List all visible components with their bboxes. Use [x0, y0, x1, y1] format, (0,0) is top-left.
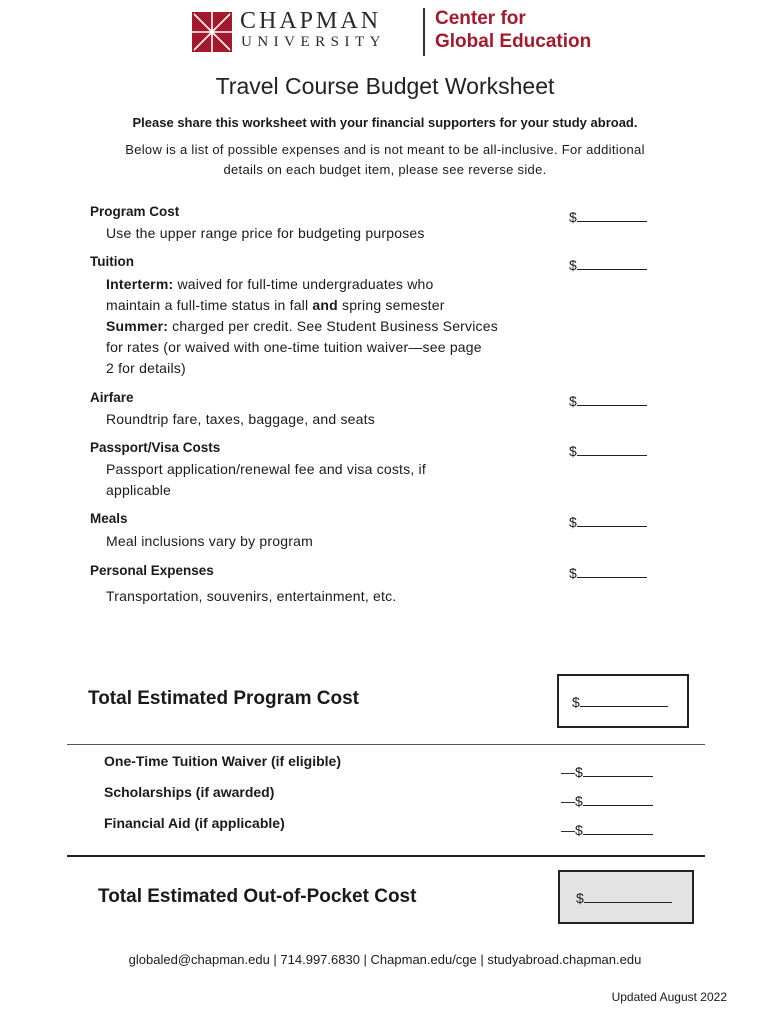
tuition-interterm-line-1 [106, 274, 566, 295]
tuition-waiver-label: One-Time Tuition Waiver (if eligible) [104, 753, 341, 769]
blank-line [583, 764, 653, 777]
blank-line [584, 890, 672, 903]
interterm-text-2b: spring semester [337, 297, 445, 313]
minus-dollar: —$ [561, 793, 583, 809]
meals-desc: Meal inclusions vary by program [106, 533, 313, 549]
currency-symbol: $ [569, 209, 577, 225]
currency-symbol: $ [569, 393, 577, 409]
passport-desc-2: applicable [106, 482, 172, 498]
currency-symbol: $ [572, 694, 580, 710]
currency-symbol: $ [576, 890, 584, 906]
blank-line [577, 257, 647, 270]
interterm-label: Interterm: [106, 276, 174, 292]
passport-title: Passport/Visa Costs [90, 440, 221, 455]
cge-line-2: Global Education [435, 31, 592, 52]
meals-title: Meals [90, 511, 128, 526]
interterm-text-2a: maintain a full-time status in fall [106, 297, 313, 313]
blank-line [577, 565, 647, 578]
passport-amount[interactable] [569, 443, 647, 459]
currency-symbol: $ [569, 443, 577, 459]
intro-line-2: details on each budget item, please see reverse side. [223, 162, 547, 177]
tuition-summer-line-1 [106, 316, 566, 337]
wordmark-university: UNIVERSITY [241, 34, 386, 50]
blank-line [577, 514, 647, 527]
total-oop-box[interactable] [558, 870, 694, 924]
tuition-waiver-amount[interactable] [561, 764, 653, 780]
financial-aid-amount[interactable] [561, 822, 653, 838]
blank-line [580, 694, 668, 707]
summer-text-2: for rates (or waived with one-time tuition waiver—see page [106, 339, 482, 355]
airfare-amount[interactable] [569, 393, 647, 409]
airfare-desc: Roundtrip fare, taxes, baggage, and seats [106, 411, 375, 427]
airfare-title: Airfare [90, 390, 134, 405]
page-title: Travel Course Budget Worksheet [215, 73, 555, 99]
passport-desc-1: Passport application/renewal fee and visa costs, if [106, 461, 426, 477]
tuition-amount[interactable] [569, 257, 647, 273]
minus-dollar: —$ [561, 822, 583, 838]
scholarships-amount[interactable] [561, 793, 653, 809]
total-program-amount [572, 694, 668, 710]
minus-dollar: —$ [561, 764, 583, 780]
blank-line [583, 793, 653, 806]
logo-divider [423, 8, 425, 56]
financial-aid-label: Financial Aid (if applicable) [104, 815, 285, 831]
divider-thick [67, 855, 705, 857]
cge-line-1: Center for [435, 8, 526, 29]
summer-label: Summer: [106, 318, 169, 334]
program-cost-title: Program Cost [90, 204, 180, 219]
total-program-box[interactable] [557, 674, 689, 728]
blank-line [577, 443, 647, 456]
total-oop-amount [576, 890, 672, 906]
blank-line [583, 822, 653, 835]
intro-text [60, 140, 710, 180]
summer-text-3: 2 for details) [106, 360, 186, 376]
tuition-interterm-line-2 [106, 295, 566, 316]
personal-desc: Transportation, souvenirs, entertainment, etc. [106, 588, 397, 604]
total-program-label: Total Estimated Program Cost [88, 688, 359, 709]
tuition-title: Tuition [90, 254, 134, 269]
chapman-logo-icon [192, 12, 232, 52]
currency-symbol: $ [569, 514, 577, 530]
total-oop-label: Total Estimated Out-of-Pocket Cost [98, 886, 417, 907]
divider-thin [67, 744, 705, 745]
intro-bold: Please share this worksheet with your financial supporters for your study abroad. [132, 115, 638, 130]
footer-contact: globaled@chapman.edu | 714.997.6830 | Chapman.edu/cge | studyabroad.chapman.edu [128, 952, 642, 967]
wordmark-chapman: CHAPMAN [240, 8, 382, 34]
currency-symbol: $ [569, 565, 577, 581]
blank-line [577, 393, 647, 406]
personal-amount[interactable] [569, 565, 647, 581]
meals-amount[interactable] [569, 514, 647, 530]
scholarships-label: Scholarships (if awarded) [104, 784, 275, 800]
program-cost-desc: Use the upper range price for budgeting purposes [106, 225, 425, 241]
summer-text-1: charged per credit. See Student Business Services [168, 318, 498, 334]
intro-line-1: Below is a list of possible expenses and is not meant to be all-inclusive. For additional [125, 142, 645, 157]
updated-date: Updated August 2022 [611, 990, 727, 1004]
tuition-desc [106, 274, 566, 379]
passport-desc [106, 459, 566, 501]
personal-title: Personal Expenses [90, 563, 214, 578]
interterm-and: and [312, 297, 338, 313]
currency-symbol: $ [569, 257, 577, 273]
program-cost-amount[interactable] [569, 209, 647, 225]
blank-line [577, 209, 647, 222]
interterm-text-1: waived for full-time undergraduates who [173, 276, 434, 292]
